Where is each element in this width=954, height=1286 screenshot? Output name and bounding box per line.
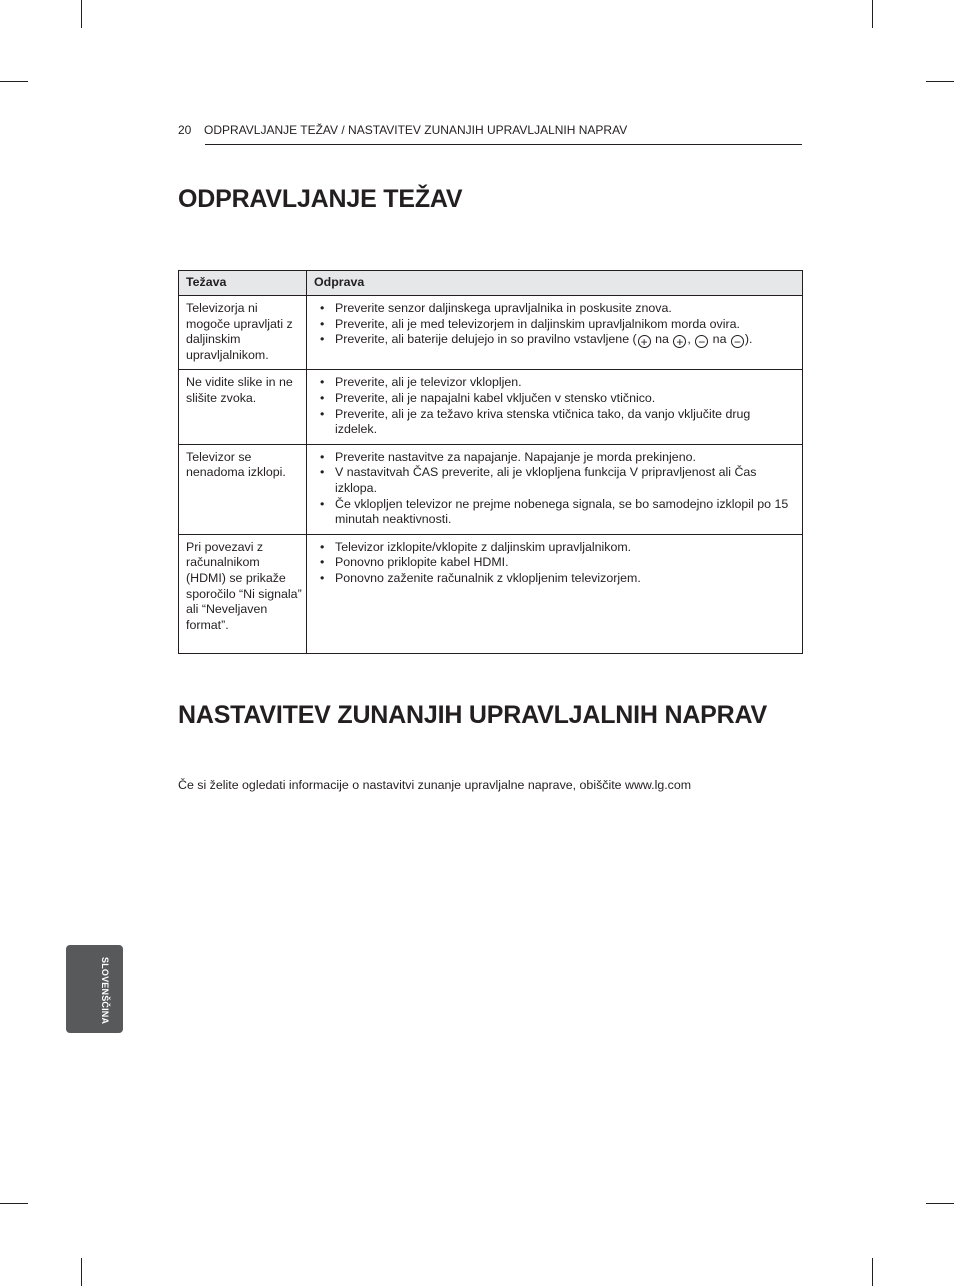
table-row — [179, 444, 803, 534]
crop-mark — [872, 1258, 873, 1286]
problem-cell: Televizor se nenadoma izklopi. — [179, 444, 307, 534]
crop-mark — [0, 1203, 28, 1204]
section-title-external-control: NASTAVITEV ZUNANJIH UPRAVLJALNIH NAPRAV — [178, 701, 767, 729]
header-rule — [205, 144, 802, 145]
solution-cell — [307, 534, 803, 653]
list-item: • V nastavitvah ČAS preverite, ali je vklopljena funkcija V pripravljenost ali Čas izklopa. — [314, 465, 795, 496]
battery-text-suffix: ). — [744, 332, 753, 347]
language-tab-label: SLOVENŠČINA — [100, 957, 110, 1025]
solution-cell — [307, 296, 803, 370]
solution-list — [314, 301, 795, 348]
list-item: • Ponovno priklopite kabel HDMI. — [314, 555, 795, 571]
battery-text-comma: , — [687, 332, 695, 347]
list-item: • Televizor izklopite/vklopite z daljinskim upravljalnikom. — [314, 540, 795, 556]
crop-mark — [872, 0, 873, 28]
table-header-row — [179, 271, 803, 296]
battery-text-na: na — [709, 332, 730, 347]
troubleshooting-table — [178, 270, 803, 654]
table-row — [179, 296, 803, 370]
column-header-solution: Odprava — [307, 271, 803, 296]
table-row — [179, 534, 803, 653]
solution-list — [314, 450, 795, 528]
external-control-paragraph: Če si želite ogledati informacije o nastavitvi zunanje upravljalne naprave, obiščite www.lg.com — [178, 778, 692, 792]
minus-terminal-icon: − — [731, 335, 744, 348]
solution-cell — [307, 370, 803, 444]
list-item: • Preverite nastavitve za napajanje. Napajanje je morda prekinjeno. — [314, 450, 795, 466]
section-title-troubleshooting: ODPRAVLJANJE TEŽAV — [178, 185, 463, 213]
list-item: • Preverite, ali je med televizorjem in daljinskim upravljalnikom morda ovira. — [314, 317, 795, 333]
running-header — [178, 123, 803, 137]
list-item: • Preverite, ali je televizor vklopljen. — [314, 375, 795, 391]
battery-text-na: na — [651, 332, 673, 347]
list-item: • Če vklopljen televizor ne prejme nobenega signala, se bo samodejno izklopil po 15 minutah neaktivnosti. — [314, 497, 795, 528]
table-row — [179, 370, 803, 444]
column-header-problem: Težava — [179, 271, 307, 296]
language-tab — [66, 945, 123, 1033]
crop-mark — [926, 81, 954, 82]
minus-terminal-icon: − — [695, 335, 708, 348]
solution-cell — [307, 444, 803, 534]
battery-text-prefix: Preverite, ali baterije delujejo in so pravilno vstavljene ( — [335, 332, 637, 347]
solution-list — [314, 540, 795, 587]
crop-mark — [0, 81, 28, 82]
list-item — [314, 332, 795, 348]
problem-cell: Ne vidite slike in ne slišite zvoka. — [179, 370, 307, 444]
list-item: • Ponovno zaženite računalnik z vklopljenim televizorjem. — [314, 571, 795, 587]
crop-mark — [81, 1258, 82, 1286]
running-title: ODPRAVLJANJE TEŽAV / NASTAVITEV ZUNANJIH UPRAVLJALNIH NAPRAV — [204, 123, 628, 137]
plus-terminal-icon: + — [638, 335, 651, 348]
page-number: 20 — [178, 123, 192, 137]
crop-mark — [81, 0, 82, 28]
list-item: • Preverite, ali je napajalni kabel vključen v stensko vtičnico. — [314, 391, 795, 407]
plus-terminal-icon: + — [673, 335, 686, 348]
solution-list — [314, 375, 795, 437]
problem-cell: Televizorja ni mogoče upravljati z daljinskim upravljalnikom. — [179, 296, 307, 370]
crop-mark — [926, 1203, 954, 1204]
list-item: • Preverite, ali je za težavo kriva stenska vtičnica tako, da vanjo vključite drug izdelek. — [314, 407, 795, 438]
problem-cell: Pri povezavi z računalnikom (HDMI) se prikaže sporočilo “Ni signala” ali “Neveljaven format”. — [179, 534, 307, 653]
list-item: • Preverite senzor daljinskega upravljalnika in poskusite znova. — [314, 301, 795, 317]
